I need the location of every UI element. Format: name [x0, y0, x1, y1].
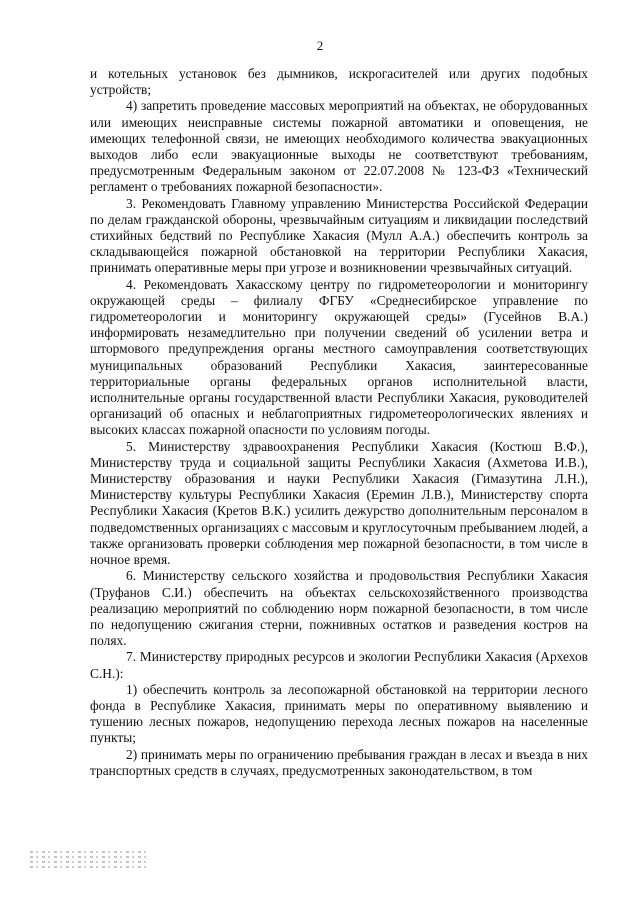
paragraph-section-3: 3. Рекомендовать Главному управлению Министерства Российской Федерации по делам гражданской обороны, чрезвычайным ситуациям и ликвидации последствий стихийных бедствий по Республике Хакасия (Мулл А.А.) обеспечить контроль за складывающейся пожарной обстановкой на территории Республики Хакасия, принимать оперативные меры при угрозе и возникновении чрезвычайных ситуаций.	[90, 195, 588, 276]
scan-artifact	[30, 848, 150, 880]
paragraph-section-7-item-2: 2) принимать меры по ограничению пребывания граждан в лесах и въезда в них транспортных средств в случаях, предусмотренных законодательством, в том	[90, 746, 588, 778]
paragraph-continuation: и котельных установок без дымников, искрогасителей или других подобных устройств;	[90, 66, 588, 98]
paragraph-section-4: 4. Рекомендовать Хакасскому центру по гидрометеорологии и мониторингу окружающей среды – филиалу ФГБУ «Среднесибирское управление по гидрометеорологии и мониторингу окружающей среды» (Гусейнов В.А.) информировать незамедлительно при получении сведений об усилении ветра и штормового предупреждения органы местного самоуправления соответствующих муниципальных образований Республики Хакасия, заинтересованные территориальные органы федеральных органов исполнительной власти, исполнительные органы государственной власти Республики Хакасия, руководителей организаций об опасных и неблагоприятных гидрометеорологических явлениях и высоких классах пожарной опасности по условиям погоды.	[90, 276, 588, 438]
document-body	[90, 66, 588, 779]
paragraph-section-7: 7. Министерству природных ресурсов и экологии Республики Хакасия (Архехов С.Н.):	[90, 649, 588, 681]
page-number: 2	[316, 38, 324, 53]
paragraph-item-4: 4) запретить проведение массовых мероприятий на объектах, не оборудованных или имеющих неисправные системы пожарной автоматики и оповещения, не имеющих телефонной связи, не имеющих необходимого количества эвакуационных выходов либо если эвакуационные выходы не соответствуют требованиям, предусмотренным Федеральным законом от 22.07.2008 № 123-ФЗ «Технический регламент о требованиях пожарной безопасности».	[90, 98, 588, 195]
paragraph-section-5: 5. Министерству здравоохранения Республики Хакасия (Костюш В.Ф.), Министерству труда и социальной защиты Республики Хакасия (Ахметова И.В.), Министерству образования и науки Республики Хакасия (Гимазутина Л.Н.), Министерству культуры Республики Хакасия (Еремин Л.В.), Министерству спорта Республики Хакасия (Кретов В.К.) усилить дежурство дополнительным персоналом в подведомственных организациях с массовым и круглосуточным пребыванием людей, а также организовать проверки соблюдения мер пожарной безопасности, в том числе в ночное время.	[90, 438, 588, 568]
paragraph-section-7-item-1: 1) обеспечить контроль за лесопожарной обстановкой на территории лесного фонда в Республике Хакасия, принимать меры по оперативному выявлению и тушению лесных пожаров, недопущению перехода лесных пожаров на населенные пункты;	[90, 681, 588, 746]
paragraph-section-6: 6. Министерству сельского хозяйства и продовольствия Республики Хакасия (Труфанов С.И.) обеспечить на объектах сельскохозяйственного производства реализацию мероприятий по соблюдению норм пожарной безопасности, в том числе по недопущению сжигания стерни, пожнивных остатков и разведения костров на полях.	[90, 568, 588, 649]
